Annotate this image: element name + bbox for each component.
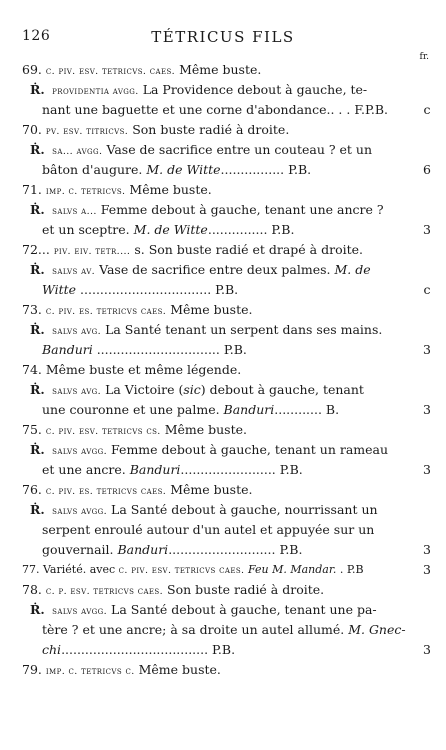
page-number: 126: [22, 28, 51, 44]
reverse-symbol: Ṙ.: [30, 442, 45, 457]
entry-text: 74. Même buste et même légende.: [22, 362, 242, 377]
reverse-symbol: Ṙ.: [30, 142, 45, 157]
legend-inscription: salvs av.: [48, 266, 96, 277]
reverse-symbol: Ṙ.: [30, 82, 45, 97]
entry-text: 76.: [22, 482, 46, 497]
entry-text: ................................. P.B.: [76, 282, 239, 297]
entry-text: Même buste.: [134, 662, 221, 677]
entry-text: ) debout à gauche, tenant: [200, 382, 364, 397]
legend-inscription: providentia avgg.: [48, 86, 139, 97]
catalogue-entry: [0, 660, 446, 680]
catalogue-entry: [0, 240, 446, 260]
entry-text: Même buste.: [125, 182, 212, 197]
citation-text: M. Gnec-: [348, 622, 406, 637]
entry-text: Son buste radié à droite.: [163, 582, 325, 597]
entry-text: 78.: [22, 582, 46, 597]
continuation-line: [0, 520, 446, 540]
legend-inscription: imp. c. tetricvs.: [45, 186, 126, 197]
entry-text: Même buste.: [166, 302, 253, 317]
reverse-symbol: Ṙ.: [30, 382, 45, 397]
rarity-mark: 6: [423, 162, 431, 177]
entry-heading-line: [0, 360, 446, 380]
citation-text: sic: [183, 382, 201, 397]
legend-inscription: salvs avg.: [48, 386, 102, 397]
entry-heading-line: [0, 60, 446, 80]
entry-heading-line: [0, 660, 446, 680]
citation-text: chi: [42, 642, 62, 657]
legend-inscription: c. p. esv. tetricvs caes.: [45, 586, 164, 597]
entry-heading-line: [0, 420, 446, 440]
coin-catalogue-entries: [0, 60, 446, 680]
legend-inscription: sa... avgg.: [48, 146, 103, 157]
legend-inscription: piv. eiv. tetr....: [53, 246, 131, 257]
entry-text: nant une baguette et une corne d'abondance.. . . F.P.B.: [42, 102, 389, 117]
column-note: fr.: [419, 52, 429, 62]
entry-heading-line: [0, 180, 446, 200]
entry-text: 75.: [22, 422, 46, 437]
reverse-description-line: [0, 600, 446, 620]
continuation-line: [0, 640, 446, 660]
legend-inscription: salvs avgg.: [48, 506, 108, 517]
catalogue-entry: [0, 260, 446, 300]
entry-text: Même buste.: [175, 62, 262, 77]
entry-text: La Providence debout à gauche, te-: [138, 82, 368, 97]
catalogue-entry: [0, 80, 446, 120]
catalogue-entry: [0, 440, 446, 480]
citation-text: Banduri: [223, 402, 275, 417]
entry-text: ..................................... P.B.: [61, 642, 236, 657]
page-title: TÉTRICUS FILS: [151, 28, 295, 46]
rarity-mark: 3: [423, 402, 431, 417]
entry-text: Même buste.: [166, 482, 253, 497]
continuation-line: [0, 220, 446, 240]
catalogue-entry: [0, 560, 446, 580]
entry-text: Même buste.: [160, 422, 247, 437]
reverse-description-line: [0, 440, 446, 460]
catalogue-entry: [0, 320, 446, 360]
citation-text: Banduri: [129, 462, 181, 477]
catalogue-entry: [0, 140, 446, 180]
reverse-description-line: [0, 260, 446, 280]
entry-text: Son buste radié à droite.: [128, 122, 290, 137]
rarity-mark: c: [423, 102, 431, 117]
entry-text: tère ? et une ancre; à sa droite un autel allumé.: [42, 622, 349, 637]
entry-text: La Santé debout à gauche, nourrissant un: [107, 502, 378, 517]
page-header: [0, 28, 446, 48]
entry-text: et un sceptre.: [42, 222, 134, 237]
entry-text: et une ancre.: [42, 462, 130, 477]
reverse-description-line: [0, 500, 446, 520]
entry-text: s. Son buste radié et drapé à droite.: [130, 242, 363, 257]
entry-text: La Victoire (: [101, 382, 184, 397]
rarity-mark: 3: [423, 342, 431, 357]
reverse-description-line: [0, 140, 446, 160]
entry-heading-line: [0, 300, 446, 320]
legend-inscription: salvs avgg.: [48, 446, 108, 457]
entry-heading-line: [0, 240, 446, 260]
continuation-line: [0, 280, 446, 300]
entry-heading-line: [0, 560, 446, 580]
citation-text: M. de Witte: [146, 162, 221, 177]
entry-text: ............................... P.B.: [92, 342, 247, 357]
reverse-description-line: [0, 380, 446, 400]
legend-inscription: c. piv. es. tetricvs caes.: [45, 306, 167, 317]
continuation-line: [0, 460, 446, 480]
legend-inscription: salvs a...: [48, 206, 97, 217]
entry-text: 72...: [22, 242, 54, 257]
catalogue-entry: [0, 200, 446, 240]
entry-text: ................ P.B.: [220, 162, 312, 177]
entry-text: Vase de sacrifice entre deux palmes.: [95, 262, 335, 277]
entry-text: La Santé debout à gauche, tenant une pa-: [107, 602, 377, 617]
citation-text: Banduri: [42, 342, 93, 357]
catalogue-entry: [0, 600, 446, 660]
entry-text: Vase de sacrifice entre un couteau ? et un: [102, 142, 373, 157]
entry-text: 79.: [22, 662, 46, 677]
reverse-symbol: Ṙ.: [30, 502, 45, 517]
rarity-mark: 3: [423, 462, 431, 477]
entry-text: serpent enroulé autour d'un autel et appuyée sur un: [42, 522, 375, 537]
legend-inscription: salvs avgg.: [48, 606, 108, 617]
reverse-symbol: Ṙ.: [30, 262, 45, 277]
entry-text: 71.: [22, 182, 46, 197]
legend-inscription: c. piv. es. tetricvs caes.: [45, 486, 167, 497]
continuation-line: [0, 100, 446, 120]
entry-text: ............... P.B.: [207, 222, 295, 237]
rarity-mark: c: [423, 282, 431, 297]
reverse-description-line: [0, 80, 446, 100]
legend-inscription: imp. c. tetricvs c.: [45, 666, 135, 677]
rarity-mark: 3: [423, 542, 431, 557]
catalogue-entry: [0, 300, 446, 320]
entry-text: 77. Variété. avec: [22, 563, 119, 576]
entry-text: Femme debout à gauche, tenant un rameau: [107, 442, 389, 457]
reverse-symbol: Ṙ.: [30, 602, 45, 617]
continuation-line: [0, 340, 446, 360]
reverse-description-line: [0, 320, 446, 340]
entry-text: Femme debout à gauche, tenant une ancre ?: [96, 202, 384, 217]
entry-text: une couronne et une palme.: [42, 402, 224, 417]
legend-inscription: c. piv. esv. tetricvs cs.: [45, 426, 161, 437]
catalogue-entry: [0, 120, 446, 140]
entry-text: 69.: [22, 62, 46, 77]
entry-heading-line: [0, 480, 446, 500]
legend-inscription: c. piv. esv. tetricvs caes.: [118, 565, 245, 576]
entry-text: ............ B.: [274, 402, 340, 417]
entry-text: . P.B: [336, 563, 364, 576]
entry-heading-line: [0, 580, 446, 600]
catalogue-entry: [0, 60, 446, 80]
reverse-symbol: Ṙ.: [30, 322, 45, 337]
entry-heading-line: [0, 120, 446, 140]
reverse-description-line: [0, 200, 446, 220]
catalogue-entry: [0, 380, 446, 420]
citation-text: Banduri: [117, 542, 169, 557]
reverse-symbol: Ṙ.: [30, 202, 45, 217]
entry-text: ........................ P.B.: [180, 462, 303, 477]
citation-text: Witte: [42, 282, 77, 297]
entry-text: bâton d'augure.: [42, 162, 147, 177]
continuation-line: [0, 540, 446, 560]
citation-text: Feu M. Mandar.: [247, 563, 337, 576]
entry-text: 73.: [22, 302, 46, 317]
legend-inscription: salvs avg.: [48, 326, 102, 337]
rarity-mark: 3: [423, 642, 431, 657]
entry-text: gouvernail.: [42, 542, 118, 557]
catalogue-entry: [0, 360, 446, 380]
continuation-line: [0, 620, 446, 640]
entry-text: La Santé tenant un serpent dans ses mains.: [101, 322, 383, 337]
continuation-line: [0, 160, 446, 180]
catalogue-entry: [0, 420, 446, 440]
rarity-mark: 3: [423, 562, 431, 577]
rarity-mark: 3: [423, 222, 431, 237]
continuation-line: [0, 400, 446, 420]
legend-inscription: c. piv. esv. tetricvs. caes.: [45, 66, 176, 77]
legend-inscription: pv. esv. titricvs.: [45, 126, 129, 137]
entry-text: 70.: [22, 122, 46, 137]
catalogue-entry: [0, 580, 446, 600]
citation-text: M. de Witte: [133, 222, 208, 237]
catalogue-entry: [0, 480, 446, 500]
catalogue-entry: [0, 180, 446, 200]
entry-text: ........................... P.B.: [168, 542, 303, 557]
catalogue-entry: [0, 500, 446, 560]
citation-text: M. de: [334, 262, 371, 277]
